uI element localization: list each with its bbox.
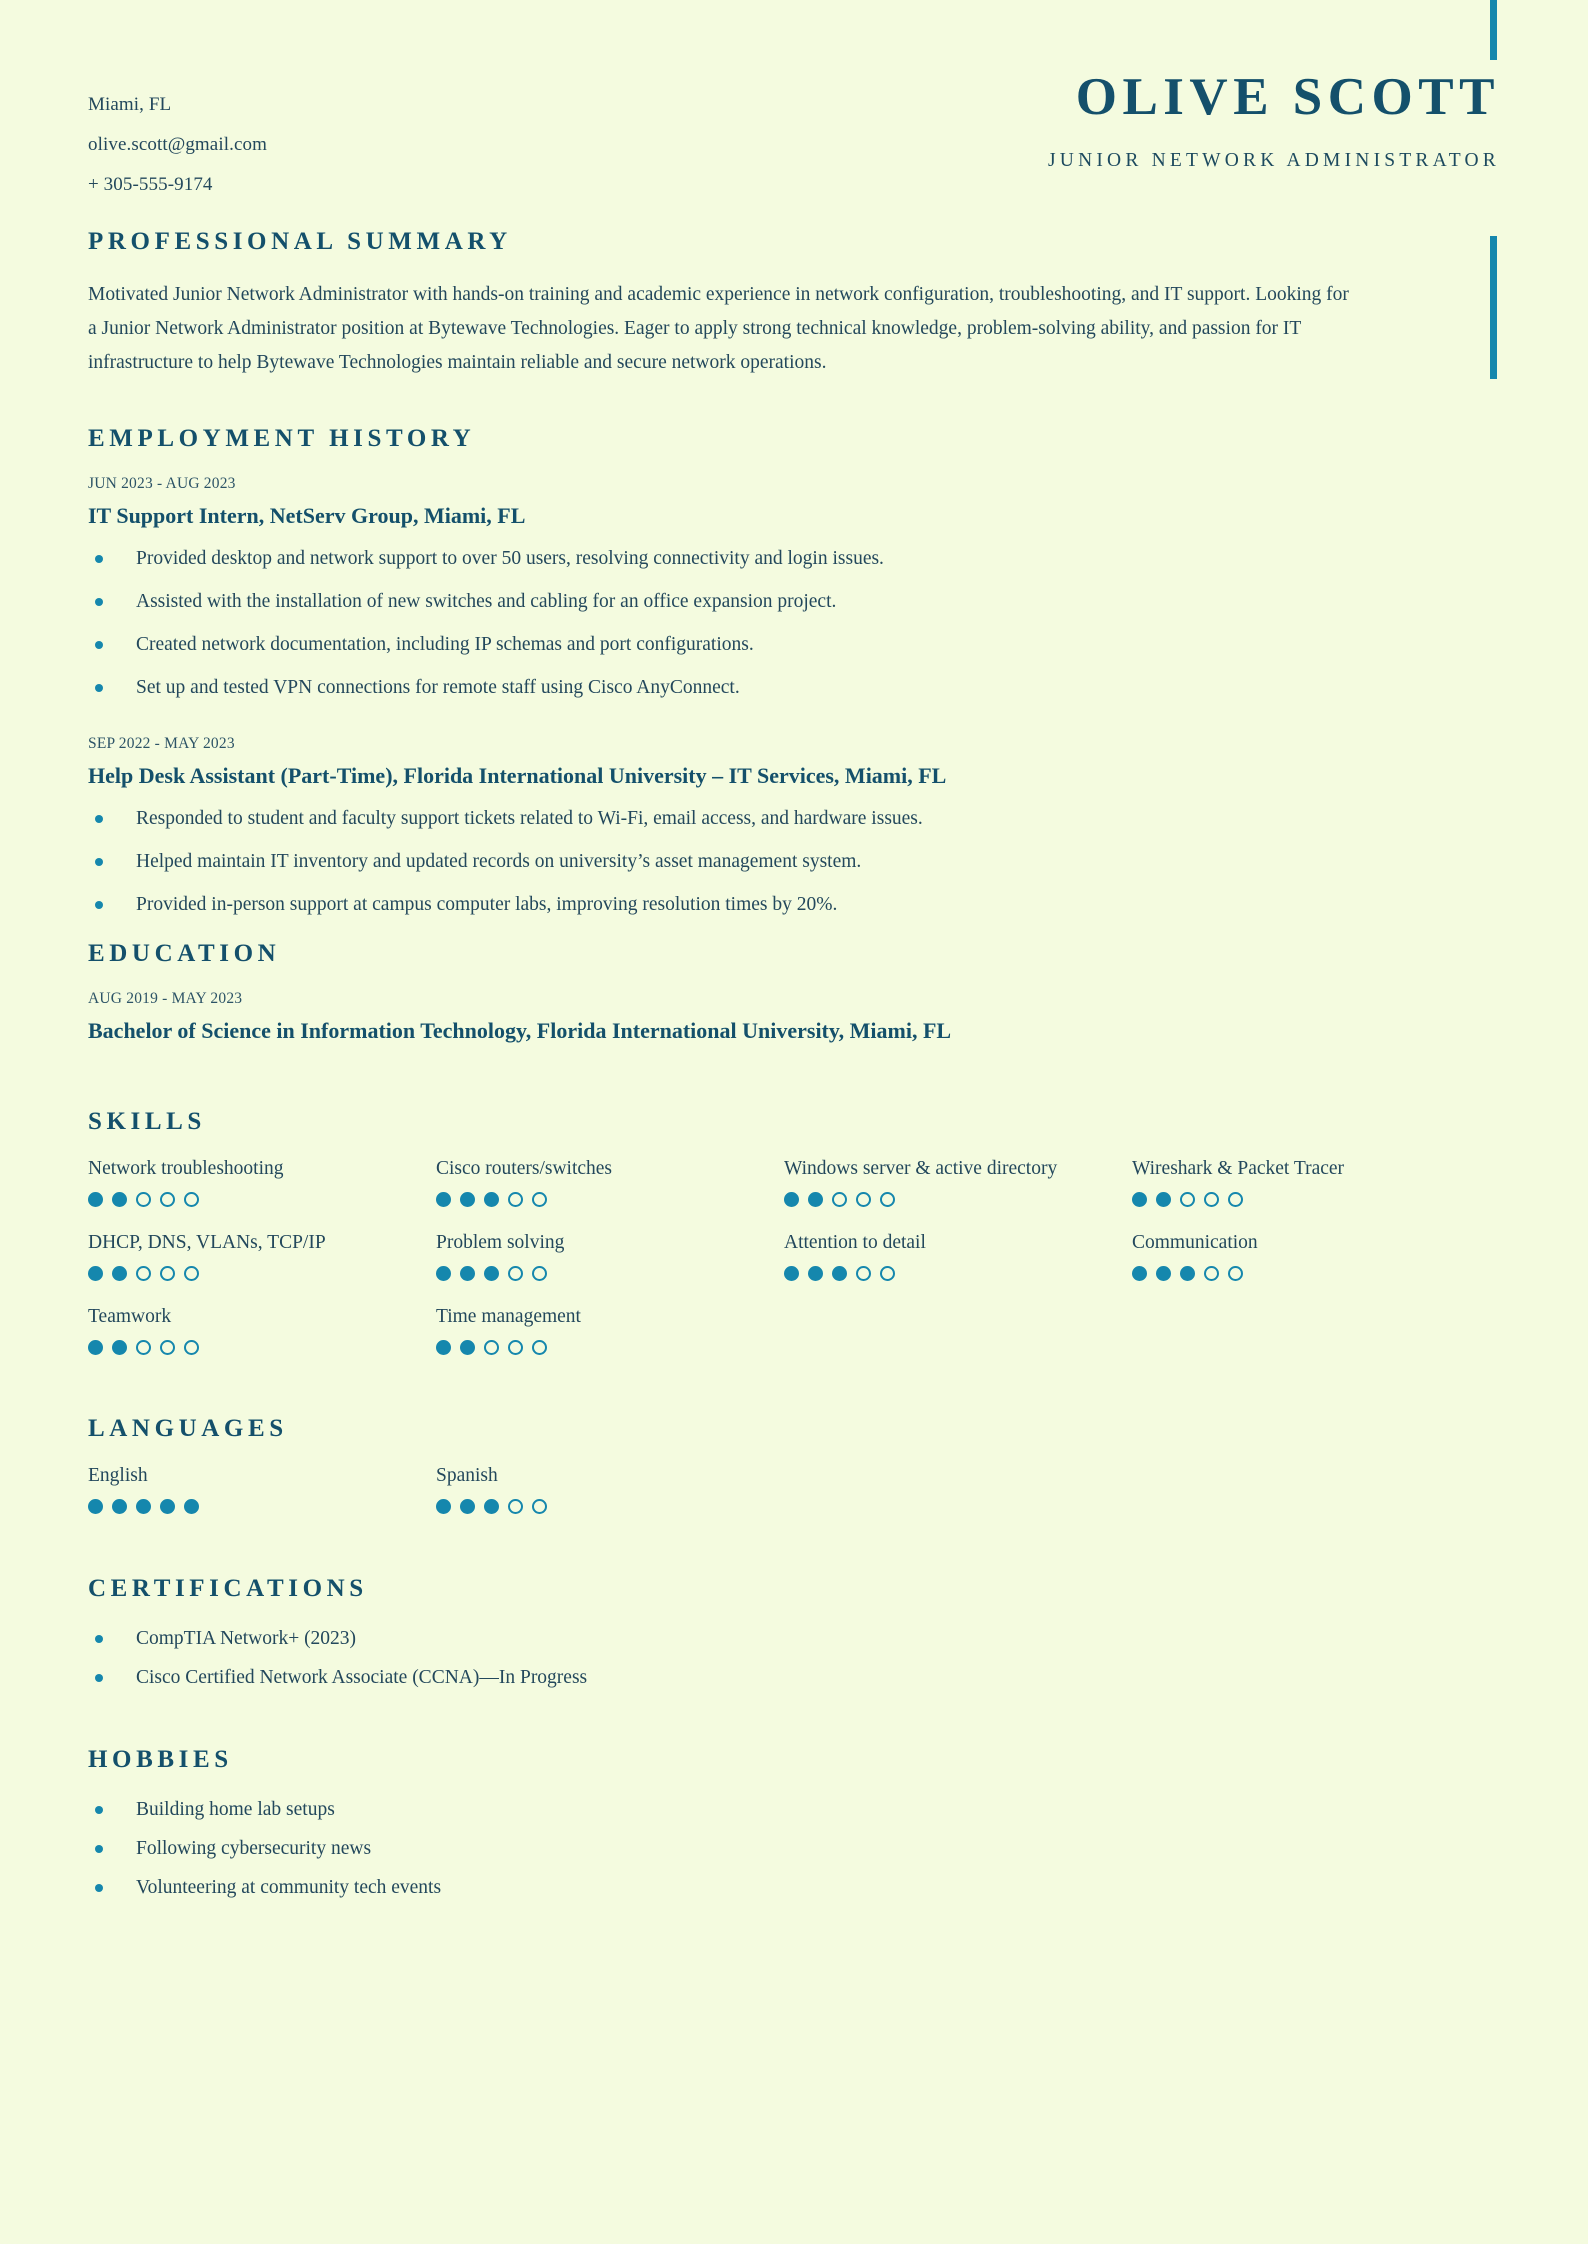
rating-dot-empty — [1180, 1192, 1195, 1207]
rating-dot-empty — [1228, 1192, 1243, 1207]
skill-item-rating — [436, 1340, 784, 1355]
rating-dot-filled — [808, 1266, 823, 1281]
skill-item-rating — [436, 1266, 784, 1281]
section-languages — [88, 1415, 1408, 1539]
skill-item-rating — [88, 1340, 436, 1355]
section-title-skills: SKILLS — [88, 1108, 206, 1135]
section-title-employment: EMPLOYMENT HISTORY — [88, 425, 476, 452]
rating-dot-filled — [484, 1499, 499, 1514]
list-item: Building home lab setups — [88, 1796, 1408, 1823]
skill-item-label: Time management — [436, 1306, 581, 1327]
skill-item-label: Communication — [1132, 1232, 1258, 1253]
rating-dot-empty — [136, 1340, 151, 1355]
rating-dot-filled — [184, 1499, 199, 1514]
rating-dot-filled — [136, 1499, 151, 1514]
rating-dot-filled — [436, 1499, 451, 1514]
summary-text — [88, 278, 1408, 380]
section-title-summary: PROFESSIONAL SUMMARY — [88, 228, 512, 255]
rating-dot-filled — [112, 1499, 127, 1514]
rating-dot-filled — [1156, 1192, 1171, 1207]
rating-dot-filled — [112, 1340, 127, 1355]
skill-item — [784, 1232, 1132, 1281]
skill-item-rating — [1132, 1266, 1480, 1281]
rating-dot-filled — [460, 1192, 475, 1207]
name-block — [600, 70, 1500, 172]
accent-bar-top — [1490, 0, 1497, 60]
rating-dot-filled — [1156, 1266, 1171, 1281]
skill-item-label: Cisco routers/switches — [436, 1158, 613, 1179]
list-item: CompTIA Network+ (2023) — [88, 1625, 1408, 1652]
rating-dot-empty — [532, 1499, 547, 1514]
rating-dot-filled — [832, 1266, 847, 1281]
rating-dot-empty — [508, 1266, 523, 1281]
rating-dot-empty — [880, 1266, 895, 1281]
section-employment-history — [88, 425, 1408, 918]
skill-item-rating — [784, 1192, 1132, 1207]
section-education — [88, 940, 1408, 1060]
candidate-name: OLIVE SCOTT — [1075, 68, 1500, 126]
rating-dot-filled — [460, 1499, 475, 1514]
list-item: Responded to student and faculty support tickets related to Wi-Fi, email access, and hardware issues. — [88, 805, 1408, 832]
certifications-list — [88, 1625, 1408, 1691]
entry-bullets — [88, 545, 1408, 701]
skill-item-label: DHCP, DNS, VLANs, TCP/IP — [88, 1232, 326, 1253]
rating-dot-empty — [856, 1266, 871, 1281]
rating-dot-empty — [856, 1192, 871, 1207]
employment-entries — [88, 475, 1408, 918]
rating-dot-filled — [484, 1266, 499, 1281]
rating-dot-empty — [832, 1192, 847, 1207]
rating-dot-filled — [436, 1340, 451, 1355]
rating-dot-empty — [160, 1192, 175, 1207]
rating-dot-empty — [136, 1266, 151, 1281]
skill-item — [88, 1306, 436, 1355]
rating-dot-empty — [184, 1266, 199, 1281]
list-item: Cisco Certified Network Associate (CCNA)—In Progress — [88, 1664, 1408, 1691]
list-item: Helped maintain IT inventory and updated records on university’s asset management system. — [88, 848, 1408, 875]
section-title-certifications: CERTIFICATIONS — [88, 1575, 368, 1602]
rating-dot-empty — [508, 1499, 523, 1514]
rating-dot-filled — [784, 1192, 799, 1207]
skill-item — [436, 1232, 784, 1281]
entry-title: Bachelor of Science in Information Technology, Florida International University, Miami, FL — [88, 1018, 952, 1043]
rating-dot-filled — [784, 1266, 799, 1281]
skill-item-label: Network troubleshooting — [88, 1158, 284, 1179]
skill-item-rating — [784, 1266, 1132, 1281]
language-item-rating — [88, 1499, 436, 1514]
rating-dot-empty — [484, 1340, 499, 1355]
list-item: Set up and tested VPN connections for remote staff using Cisco AnyConnect. — [88, 674, 1408, 701]
rating-dot-filled — [460, 1266, 475, 1281]
skill-item — [784, 1158, 1132, 1207]
list-item: Provided desktop and network support to over 50 users, resolving connectivity and login issues. — [88, 545, 1408, 572]
skill-item-rating — [1132, 1192, 1480, 1207]
summary-paragraph: Motivated Junior Network Administrator with hands-on training and academic experience in network configuration, troubleshooting, and IT support. Looking for a Junior Network Administrator position at Bytewave Technologies. Eager to apply strong technical knowledge, problem-solving ability, and passion for IT infrastructure to help Bytewave Technologies maintain reliable and secure network operations. — [88, 284, 1349, 373]
list-item: Provided in-person support at campus computer labs, improving resolution times by 20%. — [88, 891, 1408, 918]
skill-item-label: Wireshark & Packet Tracer — [1132, 1158, 1345, 1179]
employment-entry — [88, 475, 1408, 701]
section-title-hobbies: HOBBIES — [88, 1746, 233, 1773]
skill-item — [436, 1158, 784, 1207]
education-entries — [88, 990, 1408, 1044]
language-item — [88, 1465, 436, 1514]
list-item: Assisted with the installation of new switches and cabling for an office expansion project. — [88, 588, 1408, 615]
section-certifications — [88, 1575, 1408, 1703]
rating-dot-empty — [1228, 1266, 1243, 1281]
rating-dot-filled — [1180, 1266, 1195, 1281]
rating-dot-filled — [1132, 1192, 1147, 1207]
candidate-job-title: JUNIOR NETWORK ADMINISTRATOR — [1048, 149, 1500, 171]
rating-dot-filled — [112, 1266, 127, 1281]
rating-dot-empty — [160, 1266, 175, 1281]
skill-item — [436, 1306, 784, 1355]
rating-dot-empty — [160, 1340, 175, 1355]
hobbies-list — [88, 1796, 1408, 1901]
rating-dot-filled — [436, 1266, 451, 1281]
list-item: Volunteering at community tech events — [88, 1874, 1408, 1901]
section-skills — [88, 1108, 1408, 1380]
accent-bar-second — [1490, 236, 1497, 379]
list-item: Following cybersecurity news — [88, 1835, 1408, 1862]
skill-item-label: Teamwork — [88, 1306, 172, 1327]
skill-item-label: Windows server & active directory — [784, 1158, 1058, 1179]
education-entry — [88, 990, 1408, 1044]
entry-date: AUG 2019 - MAY 2023 — [88, 990, 243, 1007]
entry-date: JUN 2023 - AUG 2023 — [88, 475, 236, 492]
rating-dot-empty — [532, 1266, 547, 1281]
list-item: Created network documentation, including IP schemas and port configurations. — [88, 631, 1408, 658]
rating-dot-empty — [136, 1192, 151, 1207]
rating-dot-empty — [532, 1192, 547, 1207]
section-professional-summary — [88, 228, 1408, 392]
rating-dot-empty — [508, 1340, 523, 1355]
skill-item-label: Attention to detail — [784, 1232, 926, 1253]
skill-item-rating — [88, 1192, 436, 1207]
rating-dot-filled — [160, 1499, 175, 1514]
skill-item-label: Problem solving — [436, 1232, 565, 1253]
skill-item-rating — [88, 1266, 436, 1281]
contact-block — [88, 85, 508, 205]
rating-dot-empty — [184, 1192, 199, 1207]
rating-dot-empty — [184, 1340, 199, 1355]
language-item — [436, 1465, 784, 1514]
skill-item — [88, 1158, 436, 1207]
language-item-rating — [436, 1499, 784, 1514]
language-item-label: English — [88, 1465, 148, 1486]
rating-dot-filled — [436, 1192, 451, 1207]
rating-dot-filled — [88, 1340, 103, 1355]
rating-dot-empty — [880, 1192, 895, 1207]
entry-bullets — [88, 805, 1408, 918]
contact-email: olive.scott@gmail.com — [88, 134, 267, 155]
entry-title: Help Desk Assistant (Part-Time), Florida International University – IT Services, Miami, FL — [88, 763, 947, 788]
section-hobbies — [88, 1746, 1408, 1913]
section-title-education: EDUCATION — [88, 940, 281, 967]
skill-item — [1132, 1232, 1480, 1281]
resume-header — [88, 70, 1500, 200]
entry-title: IT Support Intern, NetServ Group, Miami, FL — [88, 503, 526, 528]
language-item-label: Spanish — [436, 1465, 498, 1486]
rating-dot-filled — [808, 1192, 823, 1207]
rating-dot-filled — [88, 1266, 103, 1281]
rating-dot-filled — [1132, 1266, 1147, 1281]
entry-date: SEP 2022 - MAY 2023 — [88, 735, 235, 752]
languages-grid — [88, 1465, 1408, 1539]
contact-location: Miami, FL — [88, 94, 172, 115]
contact-phone: + 305-555-9174 — [88, 174, 213, 195]
section-title-languages: LANGUAGES — [88, 1415, 288, 1442]
employment-entry — [88, 735, 1408, 918]
skill-item — [88, 1232, 436, 1281]
rating-dot-filled — [88, 1192, 103, 1207]
rating-dot-empty — [1204, 1192, 1219, 1207]
rating-dot-filled — [88, 1499, 103, 1514]
skill-item — [1132, 1158, 1480, 1207]
rating-dot-filled — [112, 1192, 127, 1207]
rating-dot-empty — [532, 1340, 547, 1355]
rating-dot-filled — [460, 1340, 475, 1355]
rating-dot-empty — [508, 1192, 523, 1207]
skill-item-rating — [436, 1192, 784, 1207]
rating-dot-empty — [1204, 1266, 1219, 1281]
rating-dot-filled — [484, 1192, 499, 1207]
skills-grid — [88, 1158, 1408, 1380]
